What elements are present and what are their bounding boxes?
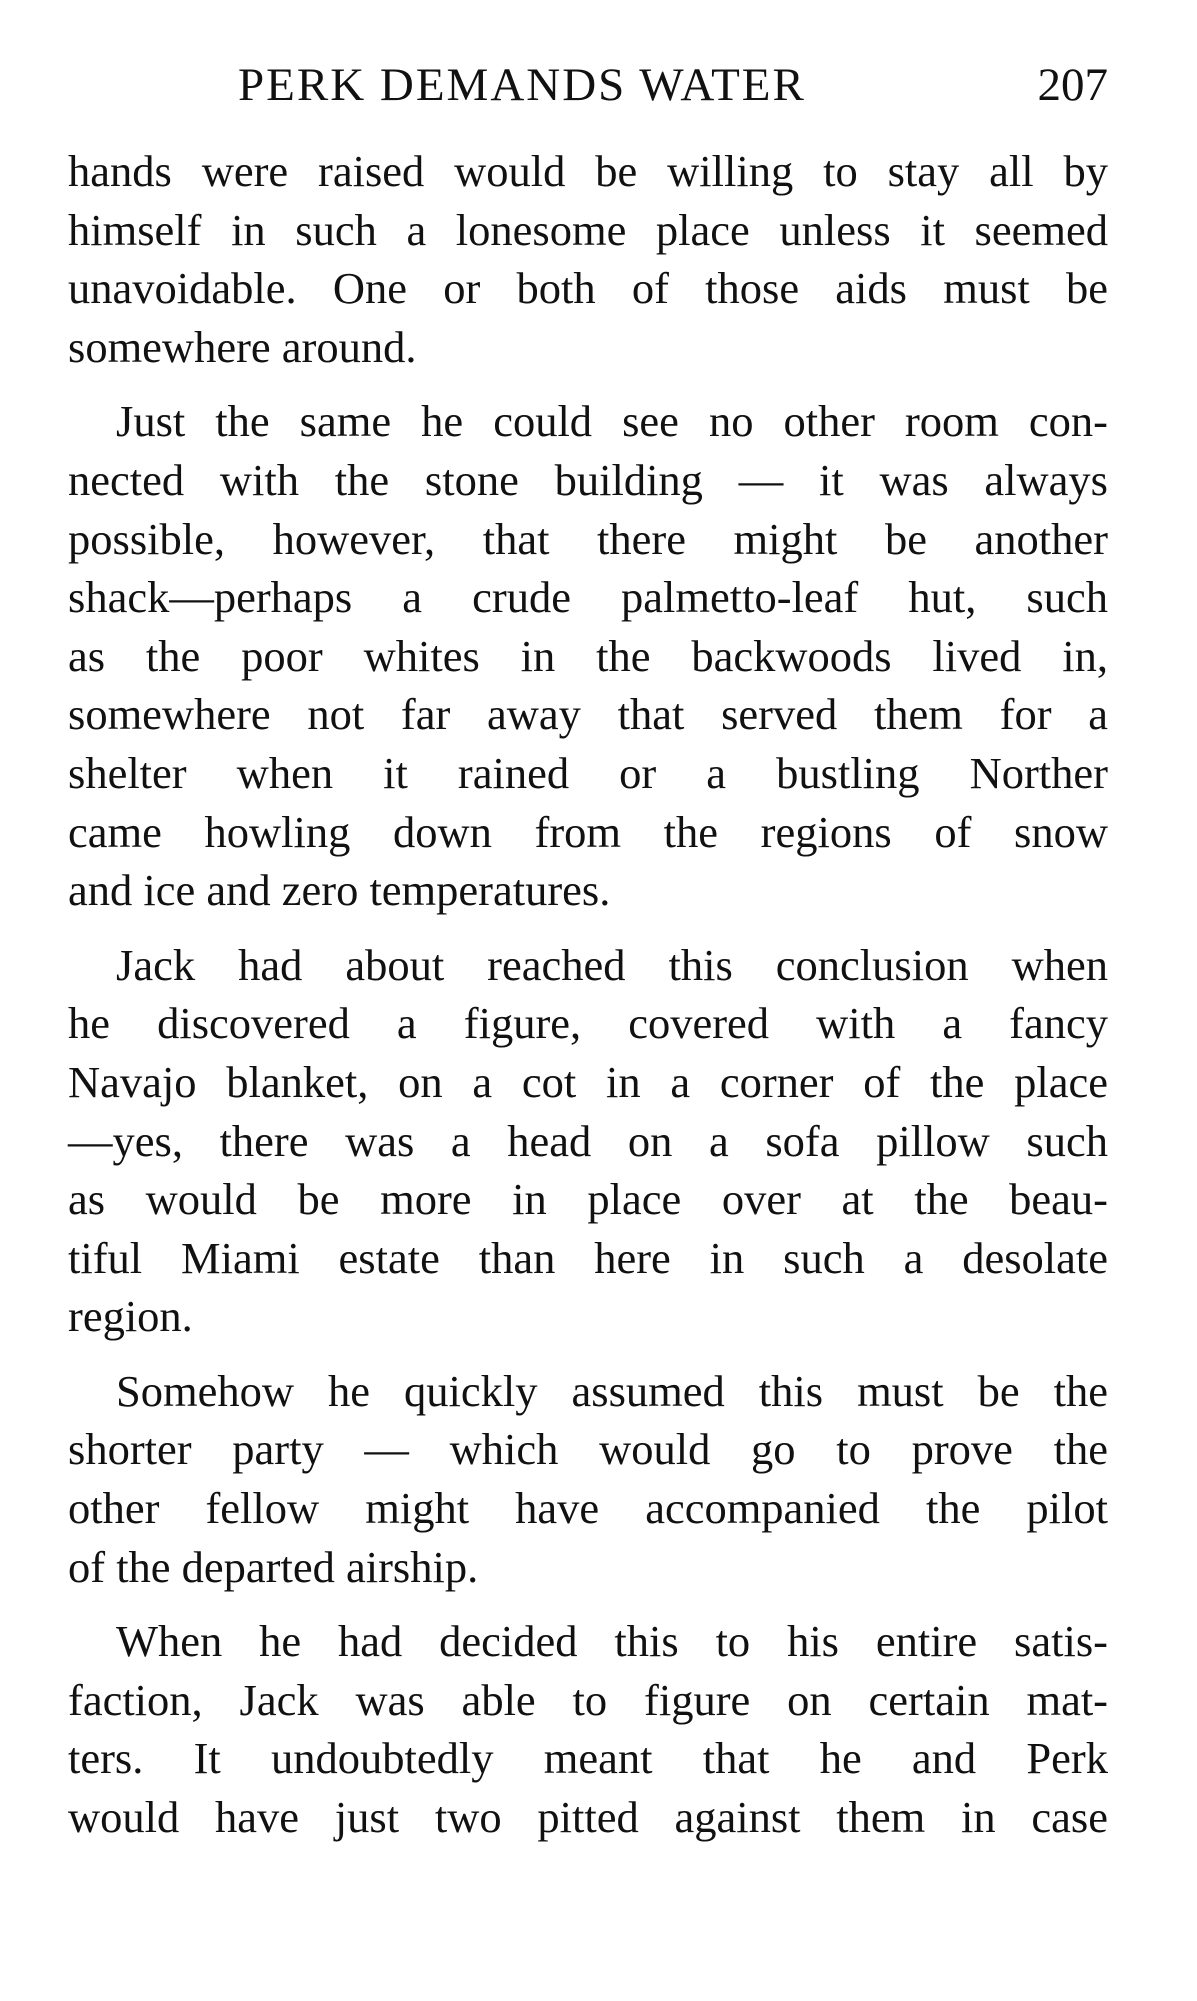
text-line: region. [68,1291,193,1342]
text-line: and ice and zero temperatures. [68,865,611,916]
text-line: would have just two pitted against them in case [68,1792,1108,1843]
text-line: hands were raised would be willing to stay all by [68,146,1108,196]
text-line: ters. It undoubtedly meant that he and Perk [68,1733,1108,1784]
text-line: as would be more in place over at the beau- [68,1174,1108,1225]
paragraph-1 [68,142,1108,376]
text-line: unavoidable. One or both of those aids must be [68,263,1108,314]
text-line: tiful Miami estate than here in such a desolate [68,1232,1108,1283]
body-text [68,142,1108,1847]
text-line: shack—perhaps a crude palmetto-leaf hut, such [68,572,1108,623]
text-line: other fellow might have accompanied the pilot [68,1483,1108,1534]
text-line: came howling down from the regions of snow [68,806,1108,857]
text-line: shelter when it rained or a bustling Norther [68,747,1108,798]
text-line: Navajo blanket, on a cot in a corner of the place [68,1056,1108,1107]
text-line: he discovered a figure, covered with a fancy [68,998,1108,1049]
text-line: shorter party — which would go to prove the [68,1424,1108,1475]
paragraph-4 [68,1362,1108,1596]
running-title: PERK DEMANDS WATER [238,59,806,111]
text-line: —yes, there was a head on a sofa pillow such [68,1115,1108,1166]
text-line: of the departed airship. [68,1541,479,1592]
text-line: faction, Jack was able to figure on certain mat- [68,1674,1108,1725]
book-page [68,58,1108,1863]
text-line: Jack had about reached this conclusion when [116,939,1108,990]
paragraph-2 [68,392,1108,919]
running-head [68,58,1108,128]
text-line: himself in such a lonesome place unless it seemed [68,204,1108,255]
page-number: 207 [1037,59,1108,111]
paragraph-5 [68,1612,1108,1846]
text-line: as the poor whites in the backwoods lived in, [68,630,1108,681]
text-line: somewhere not far away that served them for a [68,689,1108,740]
text-line: possible, however, that there might be another [68,513,1108,564]
text-line: nected with the stone building — it was always [68,454,1108,505]
text-line: Just the same he could see no other room con- [116,396,1108,447]
paragraph-3 [68,936,1108,1346]
text-line: Somehow he quickly assumed this must be the [116,1365,1108,1416]
text-line: When he had decided this to his entire satis- [116,1616,1108,1667]
text-line: somewhere around. [68,321,417,372]
